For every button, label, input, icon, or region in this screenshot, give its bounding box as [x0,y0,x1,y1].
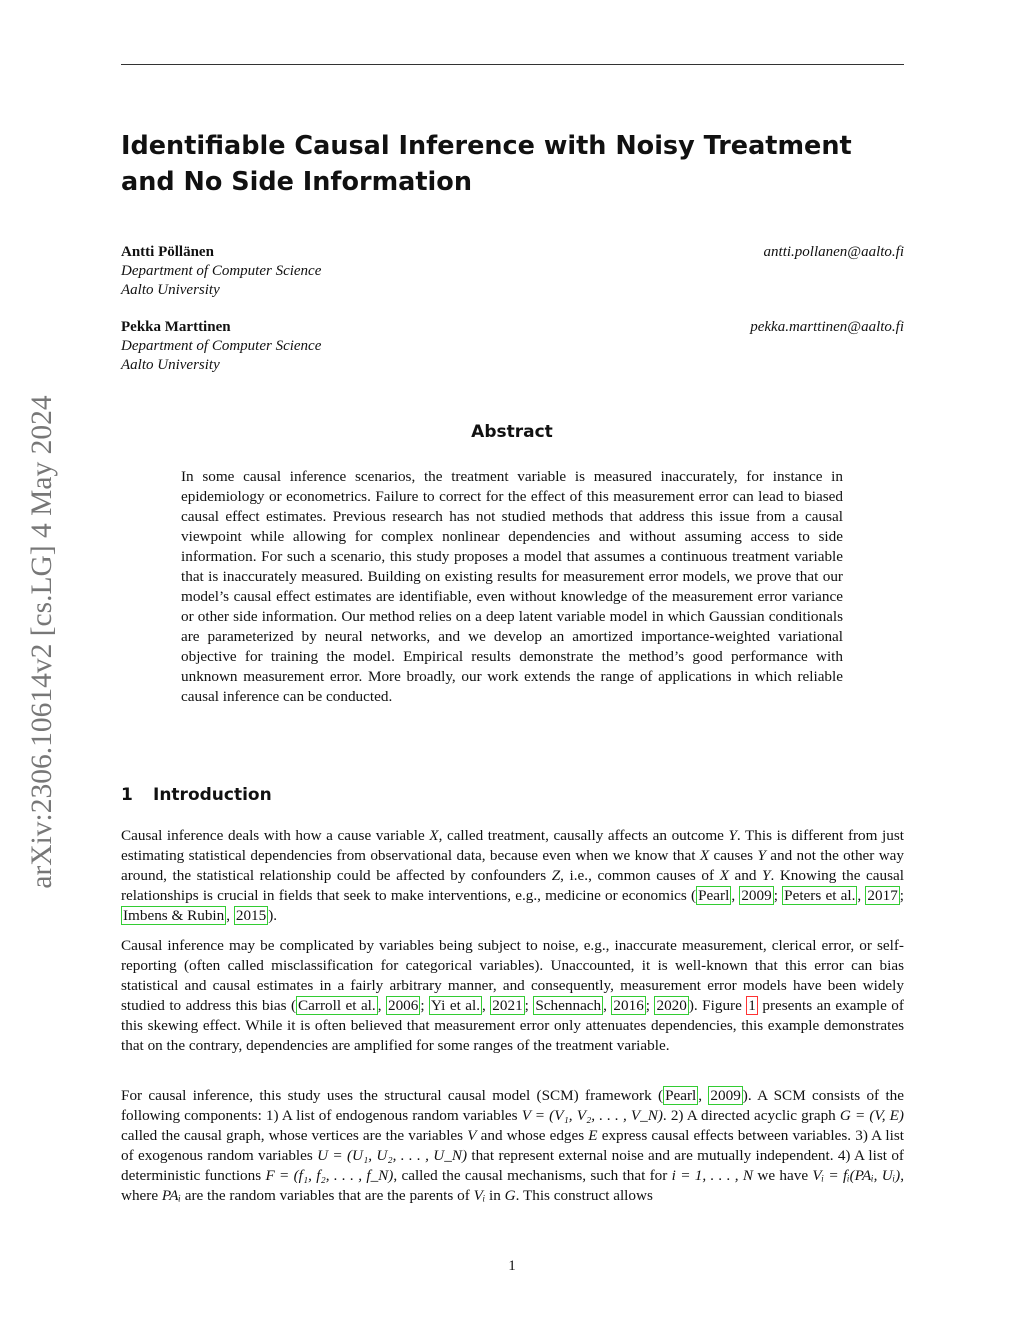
citation-link[interactable]: Carroll et al. [298,997,376,1014]
author-name: Antti Pöllänen [121,244,214,260]
arxiv-stamp: arXiv:2306.10614v2 [cs.LG] 4 May 2024 [26,395,58,889]
citation-link[interactable]: Pearl [665,1087,697,1104]
paper-title: Identifiable Causal Inference with Noisy Treatment and No Side Information [121,131,852,197]
author-university: Aalto University [121,357,220,373]
figure-reference-link[interactable]: 1 [748,997,756,1014]
citation-link[interactable]: Peters et al. [784,887,856,904]
citation-link[interactable]: 2016 [613,997,644,1014]
citation-link[interactable]: 2015 [235,907,267,924]
top-rule [121,64,904,65]
citation-link[interactable]: Imbens & Rubin [123,907,225,924]
author-department: Department of Computer Science [121,338,322,354]
author-university: Aalto University [121,282,220,298]
citation-link[interactable]: 2006 [387,997,419,1014]
intro-paragraph-3: For causal inference, this study uses the structural causal model (SCM) framework ( Pearl , 2009 ). A SCM consists of the following components: 1) A list of endogenous random variables V = (V₁, V₂, . . . , V_N). 2) A directed acyclic graph G = (V, E) called the causal graph, whose vertices are the variables V and whose edges E express causal effects between variables. 3) A list of exogenous random variables U = (U₁, U₂, . . . , U_N) that represent external noise and are mutually independent. 4) A list of deterministic functions F = (f₁, f₂, . . . , f_N), called the causal mechanisms, such that for i = 1, . . . , N we have Vᵢ = fᵢ(PAᵢ, Uᵢ), where PAᵢ are the random variables that are the parents of Vᵢ in G. This construct allows [121,1087,905,1204]
author-department: Department of Computer Science [121,263,322,279]
abstract-text: In some causal inference scenarios, the treatment variable is measured inaccurately, for instance in epidemiology or econometrics. Failure to correct for the effect of this measurement error can lead to biased causal effect estimates. Previous research has not studied methods that address this issue from a causal viewpoint while allowing for complex nonlinear dependencies and without assuming access to side information. For such a scenario, this study proposes a model that assumes a continuous treatment variable that is inaccurately measured. Building on existing results for measurement error models, we prove that our model’s causal effect estimates are identifiable, even without knowledge of the measurement error variance or other side information. Our method relies on a deep latent variable model in which Gaussian conditionals are parameterized by neural networks, and we develop an amortized importance-weighted variational objective for training the model. Empirical results demonstrate the method’s good performance with unknown measurement error. More broadly, our work extends the range of applications in which reliable causal inference can be conducted. [181,468,843,705]
citation-link[interactable]: 2009 [710,1087,741,1104]
author-block-2 [121,318,904,375]
citation-link[interactable]: Schennach [535,997,602,1014]
section-heading [121,784,272,806]
abstract-heading: Abstract [471,422,553,442]
author-block-1 [121,243,904,300]
citation-link[interactable]: 2020 [656,997,687,1014]
author-email[interactable]: antti.pollanen@aalto.fi [763,244,904,260]
intro-paragraph-2: Causal inference may be complicated by variables being subject to noise, e.g., inaccurate measurement, clerical error, or self-reporting (often called misclassification for categorical variables). Unaccounted, it is well-known that this error can bias statistical and causal estimates in a fairly arbitrary manner, and consequently, measurement error models have been widely studied to address this bias ( Carroll et al. , 2006 ; Yi et al. , 2021 ; Schennach , 2016 ; 2020 ). Figure 1 presents an example of this skewing effect. While it is often believed that measurement error only attenuates dependencies, this example demonstrates that on the contrary, dependencies are amplified for some ranges of the treatment variable. [121,937,904,1054]
citation-link[interactable]: 2021 [492,997,523,1014]
section-title: Introduction [153,785,272,805]
author-email[interactable]: pekka.marttinen@aalto.fi [750,319,904,335]
citation-link[interactable]: 2017 [867,887,898,904]
citation-link[interactable]: 2009 [741,887,772,904]
section-number: 1 [121,785,133,805]
citation-link[interactable]: Yi et al. [431,997,481,1014]
author-name: Pekka Marttinen [121,319,231,335]
citation-link[interactable]: Pearl [698,887,730,904]
page-number: 1 [508,1258,516,1274]
intro-paragraph-1: Causal inference deals with how a cause variable X, called treatment, causally affects an outcome Y. This is different from just estimating statistical dependencies from observational data, because even when we know that X causes Y and not the other way around, the statistical relationship could be affected by confounders Z, i.e., common causes of X and Y. Knowing the causal relationships is crucial in fields that seek to make interventions, e.g., medicine or economics ( Pearl , 2009 ; Peters et al. , 2017 ; Imbens & Rubin , 2015 ). [121,827,905,924]
